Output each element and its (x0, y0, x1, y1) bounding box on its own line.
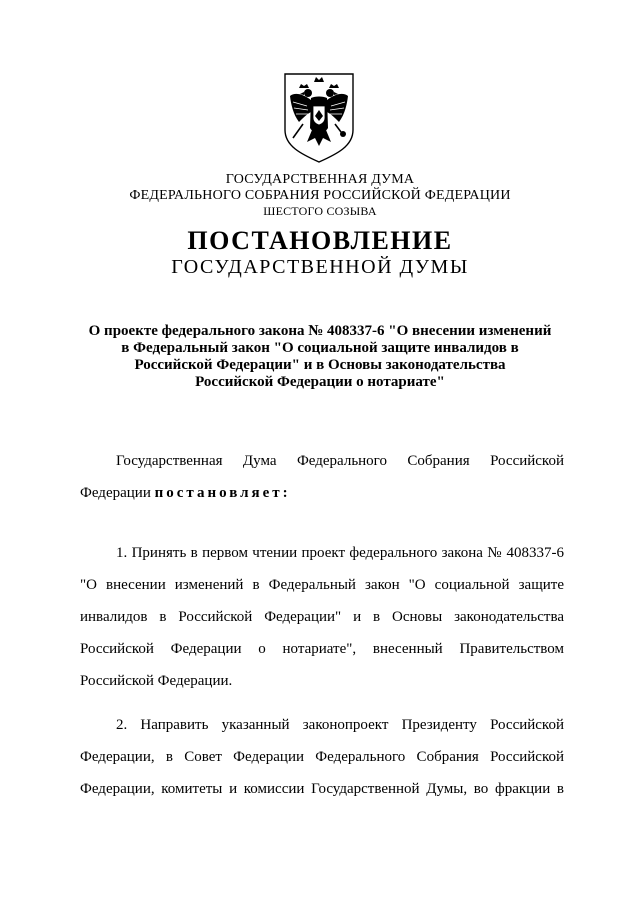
document-type-title: ПОСТАНОВЛЕНИЕ (187, 226, 453, 255)
preamble-text: Федерации (80, 485, 155, 501)
item-2-paragraph (80, 716, 564, 812)
paragraph-line: Российской Федерации о нотариате", внесенный Правительством (80, 641, 564, 657)
paragraph-line: "О внесении изменений в Федеральный закон "О социальной защите (80, 577, 564, 593)
paragraph-line: Федерации, в Совет Федерации Федерального Собрания Российской (80, 749, 564, 765)
subject-line: Российской Федерации" и в Основы законодательства (134, 357, 506, 373)
subject-line: О проекте федерального закона № 408337-6 "О внесении изменений (88, 323, 552, 339)
paragraph-line: инвалидов в Российской Федерации" и в Основы законодательства (80, 609, 564, 625)
preamble-line: Государственная Дума Федерального Собрания Российской (116, 453, 564, 469)
paragraph-line: Федерации, комитеты и комиссии Государственной Думы, во фракции в (80, 781, 564, 797)
paragraph-line: 2. Направить указанный законопроект Президенту Российской (116, 717, 564, 733)
org-name-line-1: ГОСУДАРСТВЕННАЯ ДУМА (225, 172, 415, 187)
org-name-line-2: ФЕДЕРАЛЬНОГО СОБРАНИЯ РОССИЙСКОЙ ФЕДЕРАЦИИ (129, 188, 511, 203)
preamble-line (80, 484, 564, 516)
paragraph-line: Российской Федерации. (80, 673, 233, 689)
subject-line: Российской Федерации о нотариате" (195, 374, 445, 390)
decree-word: постановляет: (154, 485, 291, 501)
convocation: ШЕСТОГО СОЗЫВА (263, 204, 377, 218)
coat-of-arms-emblem-icon (281, 72, 357, 164)
document-issuer-subtitle: ГОСУДАРСТВЕННОЙ ДУМЫ (171, 256, 469, 278)
preamble-paragraph (80, 452, 564, 516)
item-1-paragraph (80, 544, 564, 704)
paragraph-line: 1. Принять в первом чтении проект федерального закона № 408337-6 (116, 545, 564, 561)
subject-line: в Федеральный закон "О социальной защите инвалидов в (121, 340, 519, 356)
resolution-subject (80, 323, 560, 391)
